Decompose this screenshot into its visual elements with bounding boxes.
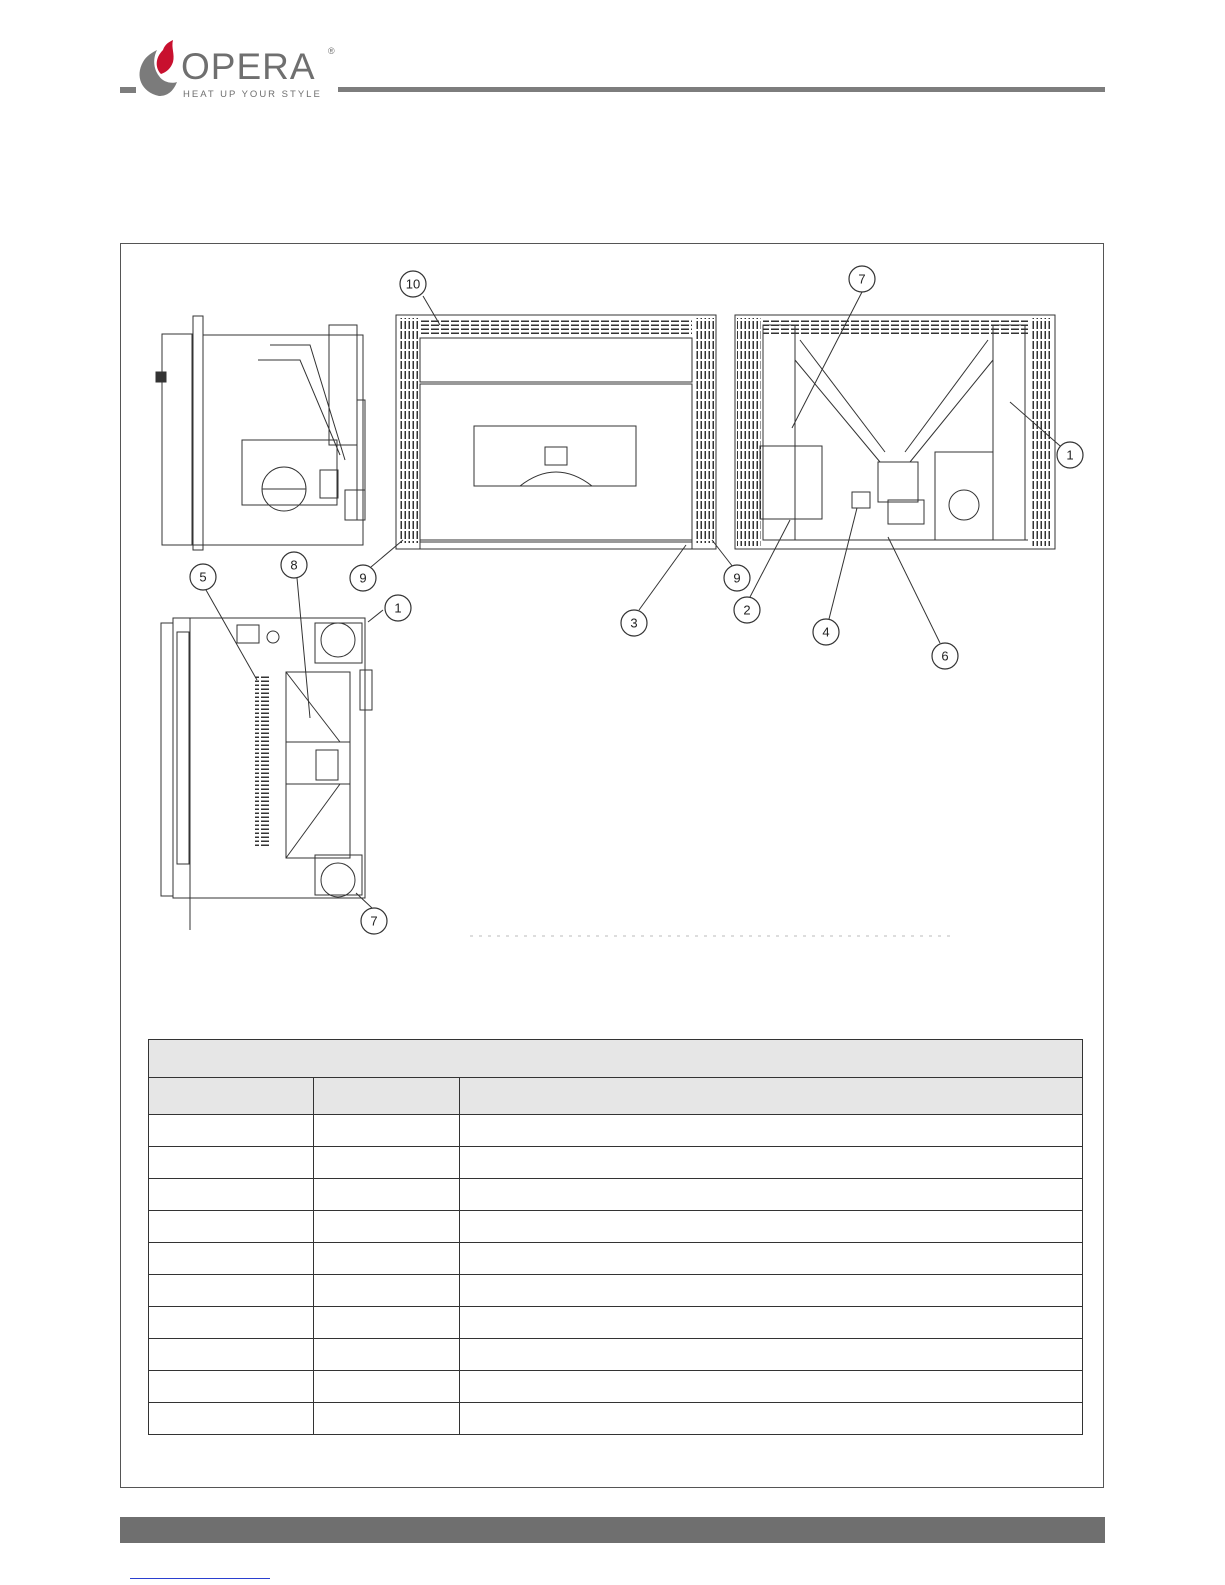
table-row — [149, 1179, 1083, 1211]
callout-7-top — [361, 908, 387, 934]
table-cell — [314, 1403, 460, 1435]
callout-4 — [813, 619, 839, 645]
table-row — [149, 1307, 1083, 1339]
callout-7-rear — [849, 266, 875, 292]
table-row — [149, 1243, 1083, 1275]
table-row — [149, 1339, 1083, 1371]
parts-table — [148, 1039, 1083, 1435]
svg-text:7: 7 — [370, 913, 378, 929]
table-cell — [460, 1307, 1083, 1339]
svg-text:4: 4 — [822, 624, 830, 640]
callout-9-right — [724, 565, 750, 591]
callout-3 — [621, 610, 647, 636]
table-cell — [149, 1307, 314, 1339]
table-cell — [460, 1179, 1083, 1211]
column-header — [314, 1078, 460, 1115]
table-header-row — [149, 1078, 1083, 1115]
table-cell — [149, 1179, 314, 1211]
footer-link-underline[interactable] — [130, 1578, 270, 1579]
svg-text:1: 1 — [394, 600, 402, 616]
callout-10 — [400, 271, 426, 297]
table-cell — [314, 1115, 460, 1147]
table-cell — [314, 1179, 460, 1211]
table-cell — [314, 1339, 460, 1371]
table-cell — [460, 1403, 1083, 1435]
table-row — [149, 1211, 1083, 1243]
svg-text:7: 7 — [858, 271, 866, 287]
svg-text:9: 9 — [733, 570, 741, 586]
table-cell — [314, 1307, 460, 1339]
svg-text:3: 3 — [630, 615, 638, 631]
callout-1-rear — [1057, 442, 1083, 468]
table-cell — [314, 1275, 460, 1307]
table-cell — [460, 1275, 1083, 1307]
svg-text:10: 10 — [405, 276, 421, 292]
table-row — [149, 1275, 1083, 1307]
brand-name: OPERA — [181, 46, 316, 87]
table-title — [149, 1040, 1083, 1078]
front-view — [396, 315, 716, 549]
table-cell — [460, 1211, 1083, 1243]
table-row — [149, 1371, 1083, 1403]
svg-text:2: 2 — [743, 602, 751, 618]
callout-2 — [734, 597, 760, 623]
table-cell — [460, 1115, 1083, 1147]
callout-9-left — [350, 565, 376, 591]
side-view — [156, 316, 365, 550]
registered-mark: ® — [328, 46, 335, 56]
svg-text:5: 5 — [199, 569, 207, 585]
table-cell — [460, 1339, 1083, 1371]
table-cell — [460, 1243, 1083, 1275]
callout-5 — [190, 564, 216, 590]
svg-text:9: 9 — [359, 570, 367, 586]
callout-6 — [932, 643, 958, 669]
table-row — [149, 1403, 1083, 1435]
column-header — [460, 1078, 1083, 1115]
svg-text:1: 1 — [1066, 447, 1074, 463]
callout-8 — [281, 552, 307, 578]
svg-text:8: 8 — [290, 557, 298, 573]
table-row — [149, 1115, 1083, 1147]
table-cell — [149, 1243, 314, 1275]
svg-text:6: 6 — [941, 648, 949, 664]
table-cell — [149, 1147, 314, 1179]
table-cell — [149, 1211, 314, 1243]
rear-view — [735, 315, 1055, 549]
table-cell — [149, 1403, 314, 1435]
column-header — [149, 1078, 314, 1115]
table-cell — [314, 1243, 460, 1275]
table-cell — [149, 1275, 314, 1307]
callout-1-top — [385, 595, 411, 621]
brand-tagline: HEAT UP YOUR STYLE — [183, 89, 322, 100]
table-cell — [149, 1339, 314, 1371]
table-cell — [314, 1211, 460, 1243]
table-cell — [149, 1115, 314, 1147]
table-cell — [460, 1147, 1083, 1179]
table-cell — [460, 1371, 1083, 1403]
table-row — [149, 1147, 1083, 1179]
table-cell — [314, 1147, 460, 1179]
table-cell — [149, 1371, 314, 1403]
table-cell — [314, 1371, 460, 1403]
footer-bar — [120, 1517, 1105, 1543]
top-view — [161, 618, 372, 930]
